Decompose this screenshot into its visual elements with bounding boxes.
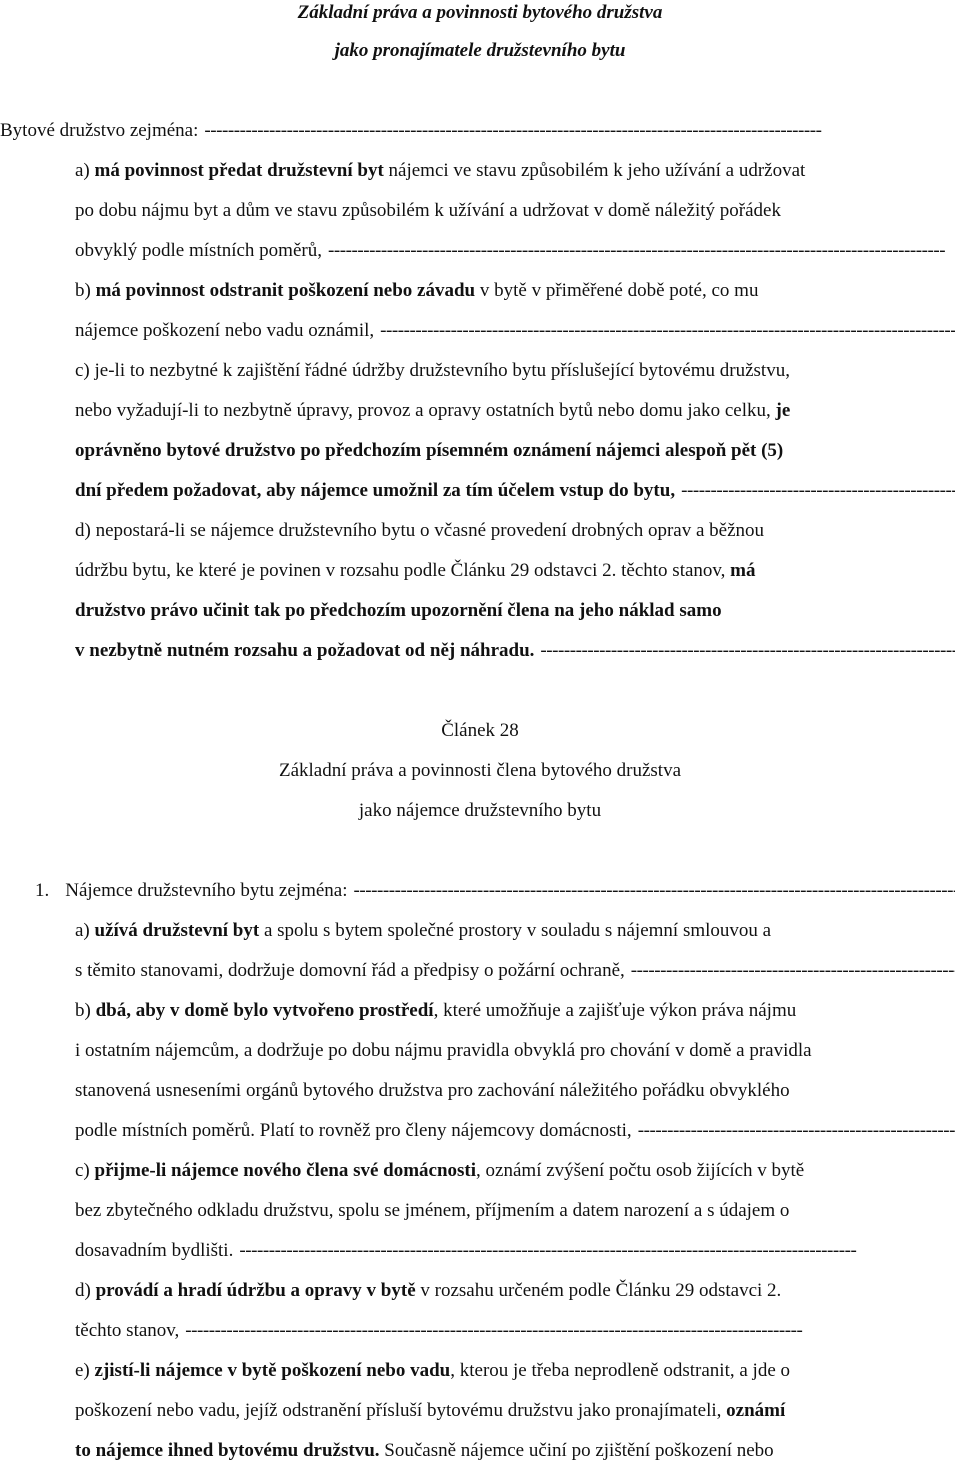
tenant-b-line2: i ostatním nájemcům, a dodržuje po dobu nájmu pravidla obvyklá pro chování v domě a pravidla xyxy=(75,1040,812,1061)
tenant-e-line2: poškození nebo vadu, jejíž odstranění přísluší bytovému družstvu jako pronajímateli, oznámí xyxy=(75,1400,786,1421)
tenant-b-line4: podle místních poměrů. Platí to rovněž pro členy nájemcovy domácnosti, - - - xyxy=(75,1120,955,1142)
dash-leader xyxy=(328,240,955,262)
coop-c-line4: dní předem požadovat, aby nájemce umožnil za tím účelem vstup do bytu, - - - xyxy=(75,480,955,502)
tenant-a-line1: a) užívá družstevní byt a spolu s bytem společné prostory v souladu s nájemní smlouvou a xyxy=(75,920,772,941)
dash-leader xyxy=(185,1320,955,1342)
coop-c-line3: oprávněno bytové družstvo po předchozím písemném oznámení nájemci alespoň pět (5) xyxy=(75,440,784,461)
coop-c-line2: nebo vyžadují-li to nezbytně úpravy, provoz a opravy ostatních bytů nebo domu jako celku, je xyxy=(75,400,791,421)
dash-leader xyxy=(380,320,955,342)
coop-d-line2: údržbu bytu, ke které je povinen v rozsahu podle Článku 29 odstavci 2. těchto stanov, má xyxy=(75,560,756,581)
tenant-d-line2: těchto stanov, - - - xyxy=(75,1320,955,1342)
intro-lead: Bytové družstvo zejména: xyxy=(0,120,199,141)
coop-d-line1: d) nepostará-li se nájemce družstevního bytu o včasné provedení drobných oprav a běžnou xyxy=(75,520,765,541)
coop-a-line1: a) má povinnost předat družstevní byt nájemci ve stavu způsobilém k jeho užívání a udržovat xyxy=(75,160,806,181)
dash-leader xyxy=(204,120,960,142)
dash-leader xyxy=(354,880,955,902)
dash-leader xyxy=(239,1240,955,1262)
article-subtitle: jako nájemce družstevního bytu xyxy=(358,800,602,821)
tenant-b-line3: stanovená usneseními orgánů bytového družstva pro zachování náležitého pořádku obvyklého xyxy=(75,1080,790,1101)
dash-leader xyxy=(681,480,955,502)
coop-b-line2: nájemce poškození nebo vadu oznámil, - - - xyxy=(75,320,955,342)
section-title: Základní práva a povinnosti bytového družstva xyxy=(297,2,663,23)
section-number: 1. xyxy=(35,880,50,901)
coop-b-line1: b) má povinnost odstranit poškození nebo závadu v bytě v přiměřené době poté, co mu xyxy=(75,280,759,301)
tenant-d-line1: d) provádí a hradí údržbu a opravy v bytě v rozsahu určeném podle Článku 29 odstavci 2. xyxy=(75,1280,782,1301)
coop-d-line3: družstvo právo učinit tak po předchozím upozornění člena na jeho náklad samo xyxy=(75,600,722,621)
tenant-c-line2: bez zbytečného odkladu družstvu, spolu se jménem, příjmením a datem narození a s údajem o xyxy=(75,1200,790,1221)
section-subtitle: jako pronajímatele družstevního bytu xyxy=(334,40,626,61)
tenant-c-line3: dosavadním bydlišti. - - - xyxy=(75,1240,955,1262)
coop-a-line2: po dobu nájmu byt a dům ve stavu způsobilém k užívání a udržovat v domě náležitý pořádek xyxy=(75,200,781,221)
tenant-a-line2: s těmito stanovami, dodržuje domovní řád a předpisy o požární ochraně, - - - xyxy=(75,960,955,982)
dash-leader xyxy=(540,640,955,662)
tenant-c-line1: c) přijme-li nájemce nového člena své domácnosti, oznámí zvýšení počtu osob žijících v bytě xyxy=(75,1160,805,1181)
article-number: Článek 28 xyxy=(441,720,519,741)
section1-lead-line: 1. Nájemce družstevního bytu zejména: - - - xyxy=(35,880,955,902)
tenant-b-line1: b) dbá, aby v domě bylo vytvořeno prostředí, které umožňuje a zajišťuje výkon práva nájmu xyxy=(75,1000,797,1021)
dash-leader xyxy=(638,1120,955,1142)
dash-leader xyxy=(631,960,955,982)
coop-c-line1: c) je-li to nezbytné k zajištění řádné údržby družstevního bytu příslušející bytovému družstvu, xyxy=(75,360,790,381)
coop-d-line4: v nezbytně nutném rozsahu a požadovat od něj náhradu. - - - xyxy=(75,640,955,662)
tenant-e-line3: to nájemce ihned bytovému družstvu. Současně nájemce učiní po zjištění poškození nebo xyxy=(75,1440,774,1461)
article-title: Základní práva a povinnosti člena bytového družstva xyxy=(278,760,682,781)
tenant-e-line1: e) zjistí-li nájemce v bytě poškození nebo vadu, kterou je třeba neprodleně odstranit, a jde o xyxy=(75,1360,790,1381)
coop-a-line3: obvyklý podle místních poměrů, - - - xyxy=(75,240,955,262)
intro-line xyxy=(0,120,960,142)
